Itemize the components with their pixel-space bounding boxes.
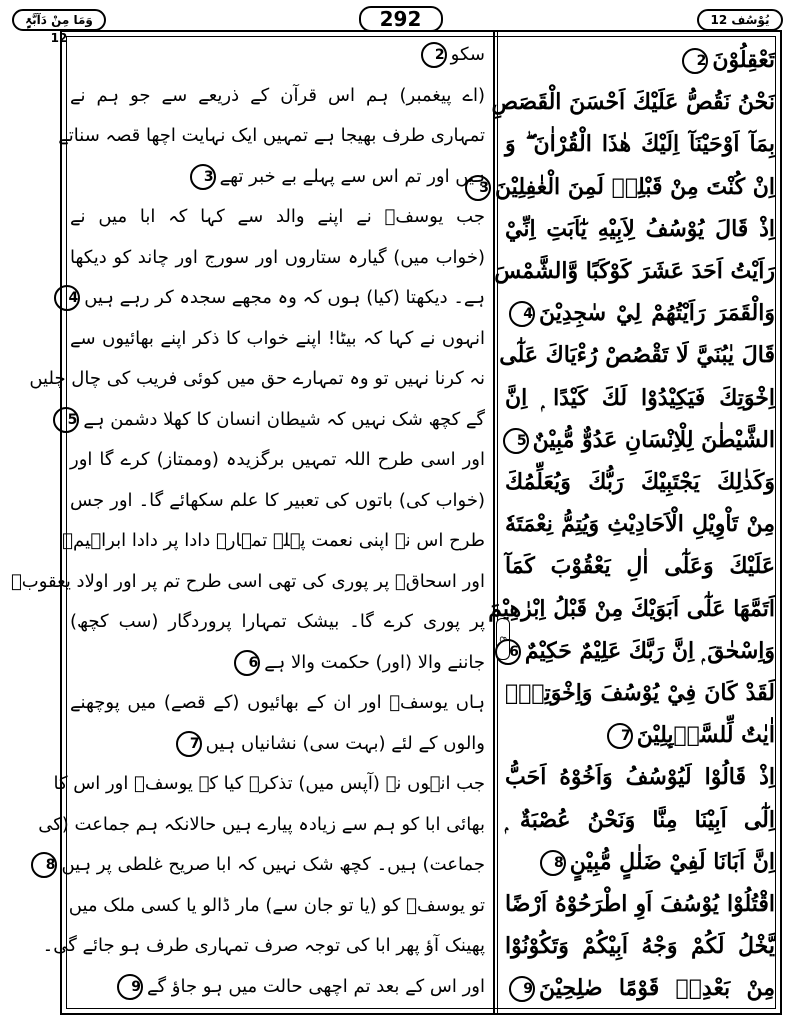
line-text: جاننے والا (اور) حکمت والا ہے xyxy=(264,651,485,673)
verse-number-marker: 6 xyxy=(495,639,521,665)
line-text: والوں کے لئے (بہت سی) نشانیاں ہیں xyxy=(205,732,485,754)
arabic-line xyxy=(505,798,775,842)
verse-number-marker: 4 xyxy=(509,301,535,327)
translation-line xyxy=(45,850,485,880)
translation-line xyxy=(38,810,485,840)
verse-number-marker: 2 xyxy=(682,48,708,74)
line-text: تمہاری طرف بھیجا ہے تمہیں ایک نہایت اچھا قصہ سناتے xyxy=(58,125,485,146)
verse-number-marker: 8 xyxy=(31,852,57,878)
arabic-line xyxy=(488,587,775,631)
line-text: وَاِسْحٰقَ ۭ اِنَّ رَبَّكَ عَلِيْمٌ حَكِيْمٌ xyxy=(524,637,775,664)
line-text: مِنْ بَعْدِهٖ قَوْمًا صٰلِحِيْنَ xyxy=(539,975,775,1002)
line-text: جب یوسفؑ نے اپنے والد سے کہا کہ ابا میں نے xyxy=(70,206,485,227)
translation-line xyxy=(70,891,485,921)
arabic-line xyxy=(505,713,775,757)
arabic-line xyxy=(505,671,775,715)
translation-line xyxy=(70,162,485,192)
translation-line xyxy=(70,648,485,678)
translation-line xyxy=(70,688,485,718)
line-text: ہاں یوسفؑ اور ان کے بھائیوں (کے قصے) میں پوچھنے xyxy=(70,692,485,713)
translation-line xyxy=(70,324,485,354)
line-text: نہ کرنا نہیں تو وہ تمہارے حق میں کوئی فریب کی چال چلیں xyxy=(29,368,485,389)
line-text: اور اسی طرح اللہ تمہیں برگزیدہ (وممتاز) کرے گا اور xyxy=(70,449,485,470)
translation-line xyxy=(70,40,485,70)
translation-line xyxy=(62,526,485,556)
arabic-line xyxy=(505,966,775,1010)
line-text: جماعت) ہیں۔ کچھ شک نہیں کہ ابا صریح غلطی پر ہیں xyxy=(61,854,485,875)
line-text: عَلَيْكَ وَعَلٰٓى اٰلِ يَعْقُوْبَ كَمَآ xyxy=(505,553,775,580)
line-text: اِلٰٓى اَبِيْنَا مِنَّا وَنَحْنُ عُصْبَةٌ ۭ xyxy=(505,806,775,833)
verse-number-marker: 3 xyxy=(190,164,216,190)
translation-line xyxy=(70,972,485,1002)
line-text: الشَّيْطٰنَ لِلْاِنْسَانِ عَدُوٌّ مُّبِيْنٌ xyxy=(532,426,775,453)
arabic-line xyxy=(505,376,775,420)
arabic-line xyxy=(505,882,775,926)
line-text: لَقَدْ كَانَ فِيْ يُوْسُفَ وَاِخْوَتِهٖٓ xyxy=(505,680,775,706)
verse-number-marker: 5 xyxy=(53,407,79,433)
line-text: اِذْ قَالُوْا لَيُوْسُفُ وَاَخُوْهُ اَحَبُّ xyxy=(505,764,775,791)
arabic-line xyxy=(505,840,775,884)
translation-line xyxy=(70,445,485,475)
line-text: طرح اس نے اپنی نعمت پہلے تمہارے دادا پر دادا ابراہیمؑ xyxy=(62,530,485,551)
line-text: وَالْقَمَرَ رَاَيْتُهُمْ لِيْ سٰجِدِيْنَ xyxy=(539,300,775,327)
translation-line xyxy=(70,283,485,313)
line-text: پر پوری کرے گا۔ بیشک تمہارا پروردگار (سب کچھ) xyxy=(70,611,485,632)
line-text: گے کچھ شک نہیں کہ شیطان انسان کا کھلا دشمن ہے xyxy=(83,408,485,430)
arabic-line xyxy=(505,38,775,82)
translation-line xyxy=(58,121,485,151)
arabic-line xyxy=(505,207,775,251)
line-text: سکو xyxy=(450,44,485,65)
translation-line xyxy=(70,486,485,516)
arabic-line xyxy=(505,924,775,968)
left-header-tab: وَمَا مِنْ دَآبَّۃٍ 12 xyxy=(12,9,106,31)
line-text: اِخْوَتِكَ فَيَكِيْدُوْا لَكَ كَيْدًا ۭ اِنَّ xyxy=(505,384,775,411)
line-text: يَّخْلُ لَكُمْ وَجْهُ اَبِيْكُمْ وَتَكُوْنُوْا xyxy=(505,933,775,960)
arabic-line xyxy=(494,249,775,293)
verse-number-marker: 5 xyxy=(503,428,529,454)
arabic-line xyxy=(505,629,775,673)
arabic-line xyxy=(505,122,775,166)
line-text: اِنَّ اَبَانَا لَفِيْ ضَلٰلٍ مُّبِيْنٍ xyxy=(569,848,775,875)
arabic-line xyxy=(505,755,775,799)
verse-number-marker: 3 xyxy=(465,175,491,201)
translation-line xyxy=(42,931,485,961)
arabic-line xyxy=(505,418,775,462)
page-number: 292 xyxy=(359,6,443,32)
translation-line xyxy=(70,243,485,273)
line-text: انہوں نے کہا کہ بیٹا! اپنے خواب کا ذکر اپنے بھائیوں سے xyxy=(70,327,485,349)
line-text: قَالَ يٰبُنَيَّ لَا تَقْصُصْ رُءْيَاكَ عَلٰٓى xyxy=(499,342,775,369)
right-header-tab: یُوْسُف 12 xyxy=(697,9,783,31)
line-text: تو یوسفؑ کو (یا تو جان سے) مار ڈالو یا کسی ملک میں xyxy=(68,894,485,916)
translation-line xyxy=(53,769,485,799)
translation-line xyxy=(70,729,485,759)
line-text: اٰيٰتٌ لِّلسَّاۗىِٕلِيْنَ xyxy=(636,722,775,749)
line-text: جب انہوں نے (آپس میں) تذکرہ کیا کہ یوسفؑ اور اس کا xyxy=(53,773,485,794)
translation-column xyxy=(10,36,485,1011)
line-text: اِنْ كُنْتَ مِنْ قَبْلِهٖ لَمِنَ الْغٰفِلِيْنَ xyxy=(494,173,775,200)
line-text: بِمَآ اَوْحَيْنَآ اِلَيْكَ هٰذَا الْقُرْاٰنَ ۖ وَ xyxy=(505,131,775,158)
translation-line xyxy=(70,202,485,232)
arabic-line xyxy=(479,165,775,209)
arabic-line xyxy=(505,291,775,335)
translation-line xyxy=(29,364,485,394)
translation-line xyxy=(10,567,485,597)
translation-line xyxy=(70,81,485,111)
page-header xyxy=(25,6,770,45)
verse-number-marker: 2 xyxy=(421,42,447,68)
line-text: نَحْنُ نَقُصُّ عَلَيْكَ اَحْسَنَ الْقَصَصِ xyxy=(491,89,775,116)
line-text: پھینک آؤ پھر ابا کی توجہ صرف تمہاری طرف ہو جائے گی۔ xyxy=(42,935,485,956)
line-text: اقْتُلُوْا يُوْسُفَ اَوِ اطْرَحُوْهُ اَرْضًا xyxy=(505,891,775,917)
verse-number-marker: 9 xyxy=(509,976,535,1002)
line-text: بھائی ابا کو ہم سے زیادہ پیارے ہیں حالانکہ ہم جماعت (کی xyxy=(38,813,485,835)
translation-line xyxy=(67,405,485,435)
verse-number-marker: 9 xyxy=(117,974,143,1000)
line-text: (خواب میں) گیارہ ستاروں اور سورج اور چاند کو دیکھا xyxy=(70,246,485,268)
line-text: تَعْقِلُوْنَ xyxy=(712,47,775,73)
arabic-line xyxy=(505,502,775,546)
line-text: ہیں اور تم اس سے پہلے بے خبر تھے xyxy=(219,165,485,187)
translation-line xyxy=(70,607,485,637)
ruku-marker: ع xyxy=(496,618,510,660)
arabic-line xyxy=(491,80,775,124)
line-text: (خواب کی) باتوں کی تعبیر کا علم سکھائے گا۔ اور جس xyxy=(70,489,485,511)
arabic-line xyxy=(499,333,775,377)
line-text: مِنْ تَاْوِيْلِ الْاَحَادِيْثِ وَيُتِمُّ نِعْمَتَهٗ xyxy=(505,511,775,538)
line-text: اور اس کے بعد تم اچھی حالت میں ہو جاؤ گے xyxy=(146,975,485,997)
line-text: اِذْ قَالَ يُوْسُفُ لِاَبِيْهِ يٰٓاَبَتِ اِنِّيْ xyxy=(505,215,775,242)
verse-number-marker: 8 xyxy=(540,850,566,876)
line-text: وَكَذٰلِكَ يَجْتَبِيْكَ رَبُّكَ وَيُعَلِّمُكَ xyxy=(505,469,775,495)
line-text: اور اسحاقؑ پر پوری کی تھی اسی طرح تم پر اور اولاد یعقوبؑ xyxy=(10,570,485,592)
arabic-text-column xyxy=(479,36,775,1011)
arabic-line xyxy=(505,460,775,504)
line-text: (اے پیغمبر) ہم اس قرآن کے ذریعے سے جو ہم نے xyxy=(70,84,485,106)
line-text: اَتَمَّهَا عَلٰٓى اَبَوَيْكَ مِنْ قَبْلُ اِبْرٰهِيْمَ xyxy=(488,595,775,622)
verse-number-marker: 4 xyxy=(54,285,80,311)
arabic-line xyxy=(505,544,775,588)
line-text: رَاَيْتُ اَحَدَ عَشَرَ كَوْكَبًا وَّالشَّمْسَ xyxy=(494,258,775,284)
verse-number-marker: 6 xyxy=(234,650,260,676)
verse-number-marker: 7 xyxy=(607,723,633,749)
line-text: ہے۔ دیکھتا (کیا) ہوں کہ وہ مجھے سجدہ کر رہے ہیں xyxy=(84,287,485,308)
verse-number-marker: 7 xyxy=(176,731,202,757)
